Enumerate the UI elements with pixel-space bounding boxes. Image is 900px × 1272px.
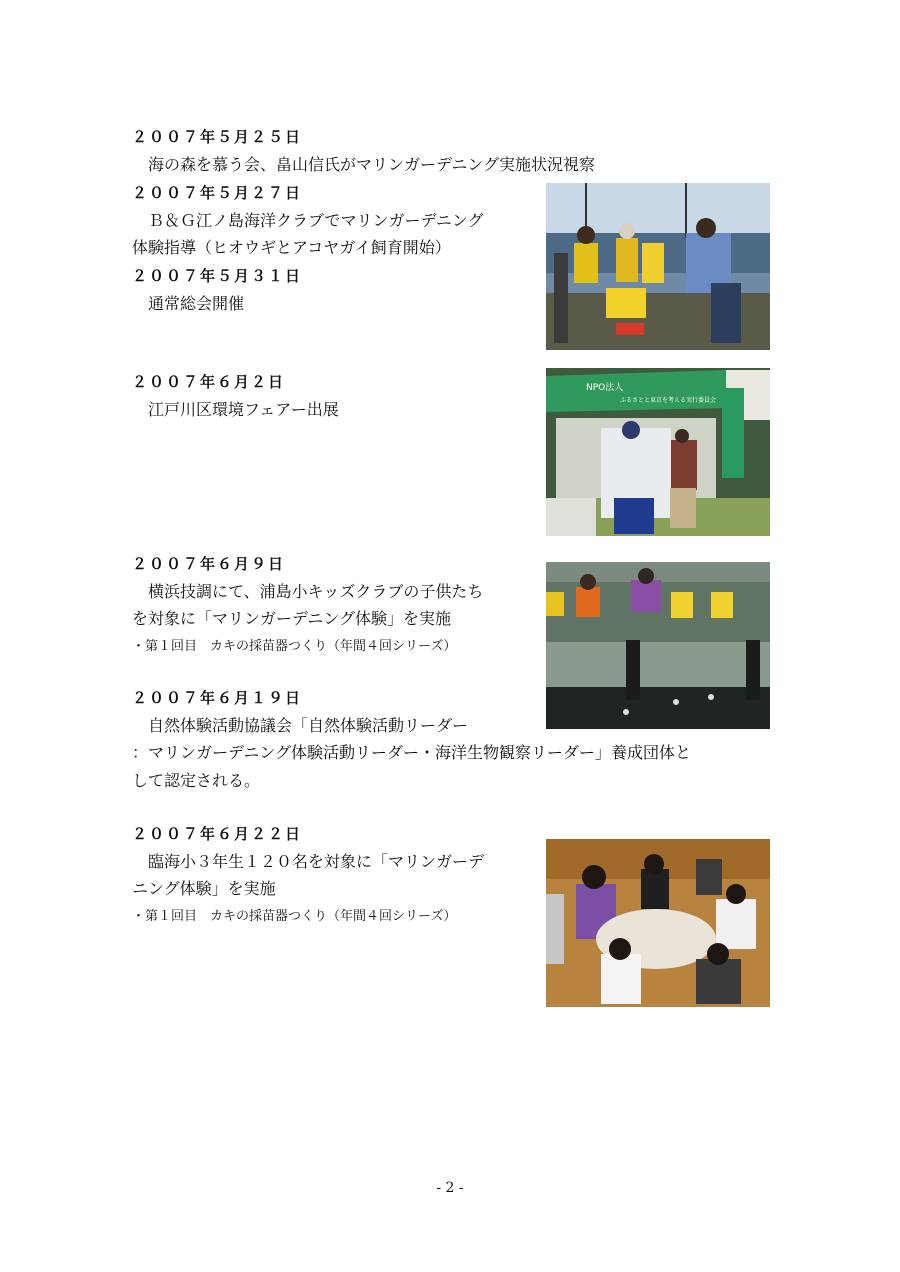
photo-pier-kids-club [546, 562, 770, 729]
entry-date: ２００７年６月１９日 [132, 689, 303, 707]
entry-date: ２００７年６月９日 [132, 555, 286, 573]
photo-environment-fair-booth [546, 368, 770, 536]
entry-date: ２００７年５月２７日 [132, 184, 303, 202]
entry-text: 体験指導（ヒオウギとアコヤガイ飼育開始） [132, 238, 451, 257]
entry-text: 臨海小３年生１２０名を対象に「マリンガーデ [148, 852, 485, 871]
page-number: - 2 - [436, 1180, 464, 1196]
photo-school-children-workshop [546, 839, 770, 1007]
entry-date: ２００７年６月２２日 [132, 825, 303, 843]
entry-text: 通常総会開催 [148, 294, 245, 313]
entry-note: ・第１回目 カキの採苗器つくり（年間４回シリーズ） [132, 909, 457, 924]
entry-text: 海の森を慕う会、畠山信氏がマリンガーデニング実施状況視察 [148, 155, 596, 174]
entry-text: 江戸川区環境フェアー出展 [148, 400, 339, 419]
entry-text: ニング体験」を実施 [132, 879, 276, 898]
photo-harbor-activity [546, 183, 770, 350]
entry-note: ・第１回目 カキの採苗器つくり（年間４回シリーズ） [132, 639, 457, 654]
entry-text: を対象に「マリンガーデニング体験」を実施 [132, 609, 452, 628]
booth-sign-text: NPO法人 [586, 383, 624, 393]
entry-text: して認定される。 [132, 771, 261, 790]
booth-banner-text: ふるさとと東京を考える実行委員会 [620, 397, 717, 404]
entry-date: ２００７年６月２日 [132, 373, 286, 391]
entry-date: ２００７年５月３１日 [132, 267, 303, 285]
entry-text: ：マリンガーデニング体験活動リーダー・海洋生物観察リーダー」養成団体と [132, 743, 692, 762]
entry-text: 自然体験活動協議会「自然体験活動リーダー [148, 716, 469, 735]
entry-text: Ｂ＆Ｇ江ノ島海洋クラブでマリンガーデニング [148, 211, 484, 230]
entry-date: ２００７年５月２５日 [132, 128, 303, 146]
entry-text: 横浜技調にて、浦島小キッズクラブの子供たち [148, 582, 484, 601]
